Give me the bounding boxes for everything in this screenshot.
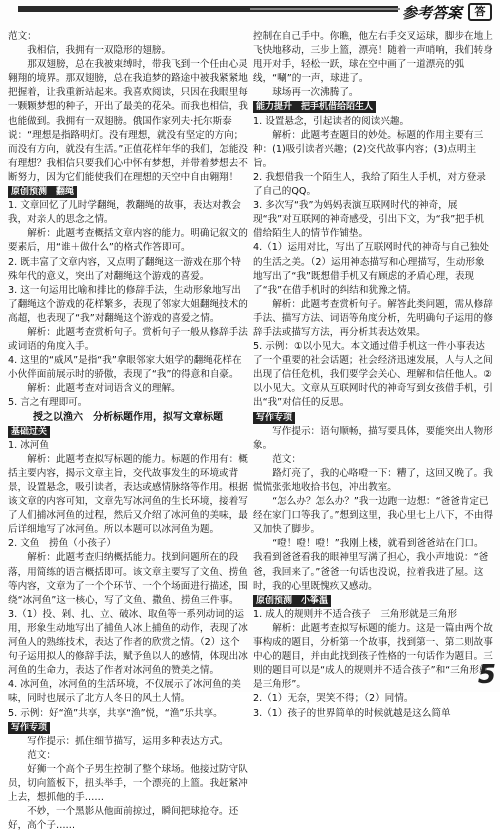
answer-paragraph: 1. 文章回忆了儿时学翻绳，教翻绳的故事，表达对教会我，对亲人的思念之情。 [8, 200, 241, 226]
section-heading: 原创预测 小筝温 [253, 595, 331, 607]
answer-paragraph: 4.（1）运用对比，写出了互联网时代的神奇与自己独处的生活之美。（2）运用神态描写和心理描写，生动形象地写出了“我”既想借手机又有顾虑的矛盾心理，表现了“我”在借手机时的纠结和犹豫之情。 [253, 242, 489, 296]
answer-paragraph: 解析：此题考查概括文章内容的能力。明确记叙文的要素后，用“谁＋做什么”的格式作答即可。 [8, 228, 248, 254]
section-row [8, 425, 248, 439]
section-heading: 原创预测 翻绳 [8, 186, 77, 198]
page-header [0, 0, 500, 26]
header-logo: 答 [468, 3, 492, 21]
header-title: 参考答案 [402, 4, 463, 22]
answer-paragraph: 1. 成人的规则并不适合孩子 三角形就是三角形 [253, 608, 458, 620]
answer-paragraph: “噔！噔！噔！”我刚上楼，就看到爸爸站在门口。我看到爸爸看我的眼神里写满了担心，我小声地说：“爸爸，我回来了。”爸爸一句话也没说，拉着我进了屋。这时，我的心里既愧疚又感动。 [253, 538, 489, 592]
section-row [253, 100, 493, 114]
section-heading: 基础过关 [8, 426, 50, 438]
answer-paragraph: 控制在自己手中。你瞧，他左右手交叉运球，脚步在地上飞快地移动，三步上篮，漂亮！随着一声哨响，我们转身甩开对手，轻松一跃，球在空中画了一道漂亮的弧线，“唰”的一声，球进了。 [253, 31, 493, 85]
answer-paragraph: 解析：此题考查归纳概括能力。找到问题所在的段落，用简练的语言概括即可。该文章主要写了文鱼、捞鱼等内容，文章为了一个个环节、一个个场面进行描述，围绕“冰河鱼”这一核心，写了文鱼、撒鱼、捞鱼三件事。 [8, 552, 248, 606]
answer-paragraph: 范文： [272, 453, 301, 465]
answer-paragraph: 2. 文鱼 捞鱼（小孩子） [8, 538, 117, 550]
section-heading: 写作专项 [8, 722, 50, 734]
section-row [253, 594, 493, 608]
answer-paragraph: 写作提示：语句顺畅，描写要具体，要能突出人物形象。 [253, 425, 493, 451]
answer-paragraph: 路灯亮了，我的心咯噔一下：糟了，这回又晚了。我慌慌张张地收拾书包，冲出教室。 [253, 467, 493, 493]
left-column [8, 30, 248, 833]
answer-paragraph: 解析：此题考查题目的妙处。标题的作用主要有三种：(1)吸引读者兴趣；(2)交代故事内容；(3)点明主旨。 [253, 129, 484, 169]
section-row [253, 411, 493, 425]
answer-paragraph: 范文： [27, 749, 56, 761]
answer-paragraph: 解析：此题考查拟写标题的能力。标题的作用有：概括主要内容，揭示文章主旨，交代故事发生的环境或背景，设置悬念，吸引读者，表达或感情脉络等作用。根据该文章的内容可知，文章先写冰河鱼的生长环境，接着写了人们捕冰河鱼的过程，然后又介绍了冰河鱼的美味，最后详细地写了冰河鱼。所以本题可以冰河鱼为题。 [8, 453, 248, 536]
section-heading: 能力提升 把手机借给陌生人 [253, 101, 376, 113]
answer-paragraph: 5. 言之有理即可。 [8, 397, 88, 409]
answer-paragraph: 5. 示例：①以小见大。本文通过借手机这一件小事表达了一个重要的社会话题；社会经济迅速发展，人与人之间出现了信任危机，我们要学会关心、理解和信任他人。②以小见大。文章从互联网时代的神奇写到女孩借手机，引出“我”对信任的反思。 [253, 341, 493, 409]
answer-paragraph: 好狮一个高个子男生控制了整个球场。他接过防守队员，切向篮板下，扭头举手，一个漂亮的上篮。我赶紧冲上去，想抓他的手…… [8, 763, 248, 804]
answer-paragraph: 2.（1）无奈，哭笑不得；（2）同情。 [253, 693, 414, 705]
header-accent [250, 8, 400, 10]
page-number: 5 [477, 660, 496, 690]
answer-paragraph: 范文： [8, 31, 37, 42]
answer-paragraph: 2. 既丰富了文章内容，又点明了翻绳这一游戏在那个特殊年代的意义，突出了对翻绳这个游戏的喜爱。 [8, 256, 241, 282]
answer-paragraph: 3.（1）投、剁、扎、立、破冰、取鱼等一系列动词的运用，形象生动地写出了捕鱼人冰上捕鱼的动作，表现了冰河鱼人的熟练技术，表达了作者的欣赏之情。（2）这个句子运用拟人的修辞手法，赋予鱼以人的感情，体现出冰河鱼的生命力，表达了作者对冰河鱼的赞美之情。 [8, 608, 248, 677]
answer-paragraph: 解析：此题考查赏析句子。赏析句子一般从修辞手法或词语的角度入手。 [8, 326, 248, 353]
answer-paragraph: 球场再一次沸腾了。 [272, 87, 359, 99]
answer-paragraph: 那双翅膀，总在我被束缚时，带我飞到一个任由心灵翱翔的境界。那双翅膀，总在我追梦的路途中被我紧紧地把握着，让我重新站起来。我喜欢阅读，只因在我眼里每一颗颗梦想的种子，开出了最美的花朵。而我也相信，我也能做到。我拥有一双翅膀。俄国作家列夫·托尔斯泰说：“理想是指路明灯。没有理想，就没有坚定的方向；而没有方向，就没有生活。”正值花样年华的我们，怎能没有理想？我相信只要我们心中怀有梦想，并带着梦想去不断努力，因为它们能使我们在理想的天空中自由翱翔！ [8, 59, 249, 183]
right-column [253, 30, 493, 721]
answer-paragraph: 解析：此题考查拟写标题的能力。这是一篇由两个故事构成的题目，分析第一个故事，找到第一、第二则故事中心的题目，并由此找到孩子性格的一句话作为题目。三则的题目可以是“成人的规则并不适合孩子”和“三角形就是三角形”。 [253, 622, 493, 691]
section-row [8, 721, 248, 735]
answer-paragraph: 1. 设置悬念，引起读者的阅读兴趣。 [253, 115, 410, 127]
answer-paragraph: 4. 这里的“威风”是指“我”拿眼邻家大姐学的翻绳花样在小伙伴面前展示时的骄傲，表现了“我”的得意和自豪。 [8, 355, 242, 381]
answer-paragraph: 4. 冰河鱼，冰河鱼的生活环境，不仅展示了冰河鱼的美味，同时也展示了北方人冬日的风土人情。 [8, 679, 241, 705]
answer-paragraph: 写作提示：抓住细节描写，运用多种表达方式。 [27, 735, 229, 747]
answer-paragraph: 3. 多次写“我”为妈妈表演互联网时代的神奇，展现“我”对互联网的神奇感受，引出下文，为“我”把手机借给陌生人的情节作铺垫。 [253, 200, 484, 240]
answer-paragraph: 1. 冰河鱼 [8, 439, 49, 451]
answer-paragraph: 不妙，一个黑影从他面前掠过，瞬间把球抢夺。还好，高个子…… [8, 806, 239, 832]
answer-paragraph: 5. 示例：好“渔”共享，共享“渔”悦，“渔”乐共享。 [8, 707, 223, 719]
answer-paragraph: 3.（1）孩子的世界简单的时候就越是这么简单 [253, 707, 451, 719]
unit-title: 授之以渔六 分析标题作用，拟写文章标题 [33, 411, 223, 423]
section-row [8, 185, 248, 199]
section-heading: 写作专项 [253, 412, 295, 424]
answer-paragraph: “怎么办？怎么办？”我一边跑一边想：“爸爸肯定已经在家门口等我了。”想到这里，我心里七上八下，不由得又加快了脚步。 [253, 496, 494, 536]
answer-paragraph: 3. 这一句运用比喻和排比的修辞手法，生动形象地写出了翻绳这个游戏的花样繁多，表现了邻家大姐翻绳技术的高超，也表现了“我”对翻绳这个游戏的喜爱之情。 [8, 284, 248, 324]
answer-paragraph: 我相信，我拥有一双隐形的翅膀。 [27, 45, 172, 57]
answer-paragraph: 解析：此题考查对词语含义的理解。 [27, 383, 181, 395]
answer-paragraph: 2. 我想借我一个陌生人，我给了陌生人手机，对方登录了自己的QQ。 [253, 171, 486, 198]
answer-paragraph: 解析：此题考查赏析句子。解答此类问题，需从修辞手法、描写方法、词语等角度分析，先明确句子运用的修辞手法或描写方法，再分析其表达效果。 [253, 298, 493, 338]
